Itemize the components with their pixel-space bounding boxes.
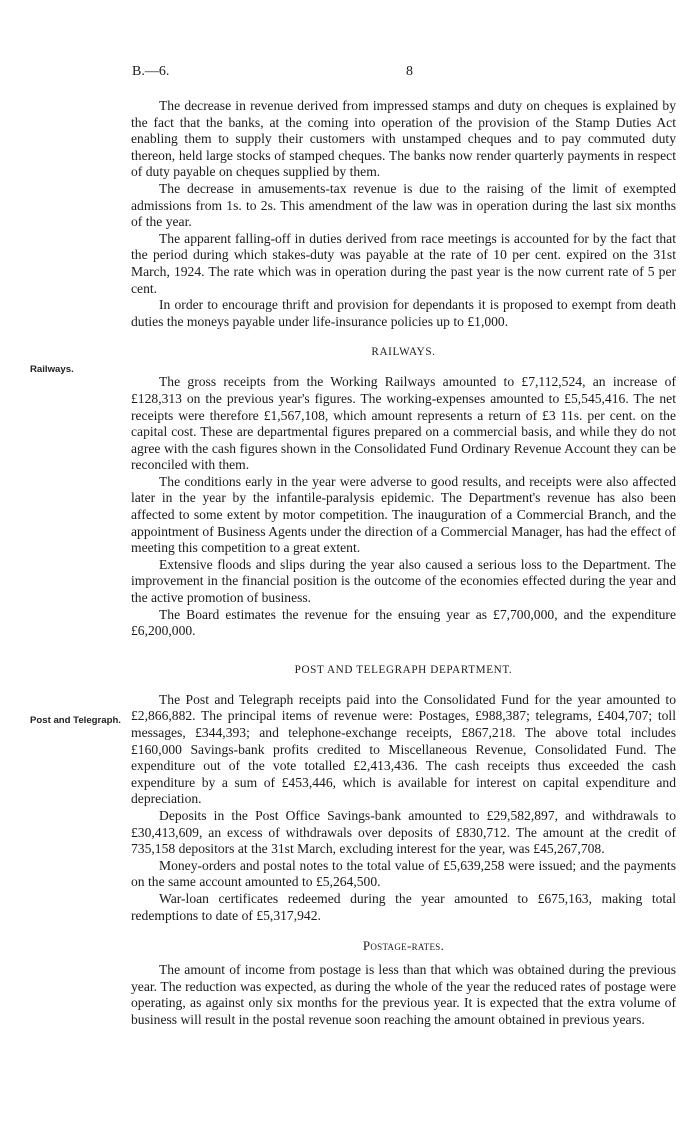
paragraph-death-duties: In order to encourage thrift and provision for dependants it is proposed to exempt from death duties the moneys payable under life-insurance policies up to £1,000. xyxy=(131,297,676,329)
post-telegraph-paragraph: Deposits in the Post Office Savings-bank amounted to £29,582,897, and withdrawals to £30,413,609, an excess of withdrawals over deposits of £830,712. The amount at the credit of 735,158 depositors at the 31st March, excluding interest for the year, was £45,267,708. xyxy=(131,807,676,857)
margin-note-post-telegraph: Post and Telegraph. xyxy=(30,715,121,726)
railways-paragraph: Extensive floods and slips during the year also caused a serious loss to the Department. The improvement in the financial position is the outcome of the economies effected during the year and the active promotion of business. xyxy=(131,556,676,606)
post-telegraph-heading: POST AND TELEGRAPH DEPARTMENT. xyxy=(294,663,513,676)
margin-note-railways: Railways. xyxy=(30,364,74,375)
railways-heading: RAILWAYS. xyxy=(371,346,436,359)
paragraph-amusements-tax: The decrease in amusements-tax revenue is due to the raising of the limit of exempted admissions from 1s. to 2s. This amendment of the law was in operation during the last six months of the year. xyxy=(131,180,676,230)
page-number: 8 xyxy=(406,64,413,79)
postage-rates-heading: Postage-rates. xyxy=(362,938,445,954)
document-reference: B.—6. xyxy=(132,64,170,79)
railways-paragraph: The conditions early in the year were adverse to good results, and receipts were also affected later in the year by the infantile-paralysis epidemic. The Department's revenue has also been affected to some extent by motor competition. The inauguration of a Commercial Branch, and the appointment of Business Agents under the direction of a Commercial Manager, has had the effect of meeting this competition to a great extent. xyxy=(131,473,676,556)
paragraph-race-meetings: The apparent falling-off in duties derived from race meetings is accounted for by the fact that the period during which stakes-duty was payable at the rate of 10 per cent. expired on the 31st March, 1924. The rate which was in operation during the past year is the now current rate of 5 per cent. xyxy=(131,230,676,296)
railways-paragraph: The Board estimates the revenue for the ensuing year as £7,700,000, and the expenditure £6,200,000. xyxy=(131,606,676,639)
railways-paragraph: The gross receipts from the Working Railways amounted to £7,112,524, an increase of £128,313 on the previous year's figures. The working-expenses amounted to £5,545,416. The net receipts were therefore £1,567,108, which amount represents a return of £3 11s. per cent. on the capital cost. These are departmental figures prepared on a commercial basis, and while they do not agree with the cash figures shown in the Consolidated Fund Ordinary Revenue Account they can be reconciled with them. xyxy=(131,374,676,473)
page-header xyxy=(0,64,700,84)
paragraph-stamp-duty: The decrease in revenue derived from impressed stamps and duty on cheques is explained by the fact that the banks, at the coming into operation of the provision of the Stamp Duties Act enabling them to supply their customers with unstamped cheques and to pay commuted duty thereon, held large stocks of stamped cheques. The banks now render quarterly payments in respect of duty payable on cheques supplied by them. xyxy=(131,98,676,180)
post-telegraph-paragraph: The Post and Telegraph receipts paid into the Consolidated Fund for the year amounted to £2,866,882. The principal items of revenue were: Postages, £988,387; telegrams, £404,707; toll messages, £344,393; and telephone-exchange receipts, £867,218. The above total includes £160,000 Savings-bank profits credited to Miscellaneous Revenue, Consolidated Fund. The expenditure out of the vote totalled £2,413,436. The cash receipts thus exceeded the cash expenditure by a sum of £453,446, which is available for interest on capital expenditure and depreciation. xyxy=(131,691,676,807)
page-body xyxy=(131,98,676,1029)
post-telegraph-paragraph: Money-orders and postal notes to the total value of £5,639,258 were issued; and the payments on the same account amounted to £5,264,500. xyxy=(131,857,676,890)
post-telegraph-paragraph: War-loan certificates redeemed during the year amounted to £675,163, making total redemptions to date of £5,317,942. xyxy=(131,890,676,923)
postage-rates-paragraph: The amount of income from postage is less than that which was obtained during the previous year. The reduction was expected, as during the whole of the year the reduced rates of postage were operating, as against only six months for the previous year. It is expected that the extra volume of business will result in the postal revenue soon reaching the amount obtained in previous years. xyxy=(131,962,676,1027)
